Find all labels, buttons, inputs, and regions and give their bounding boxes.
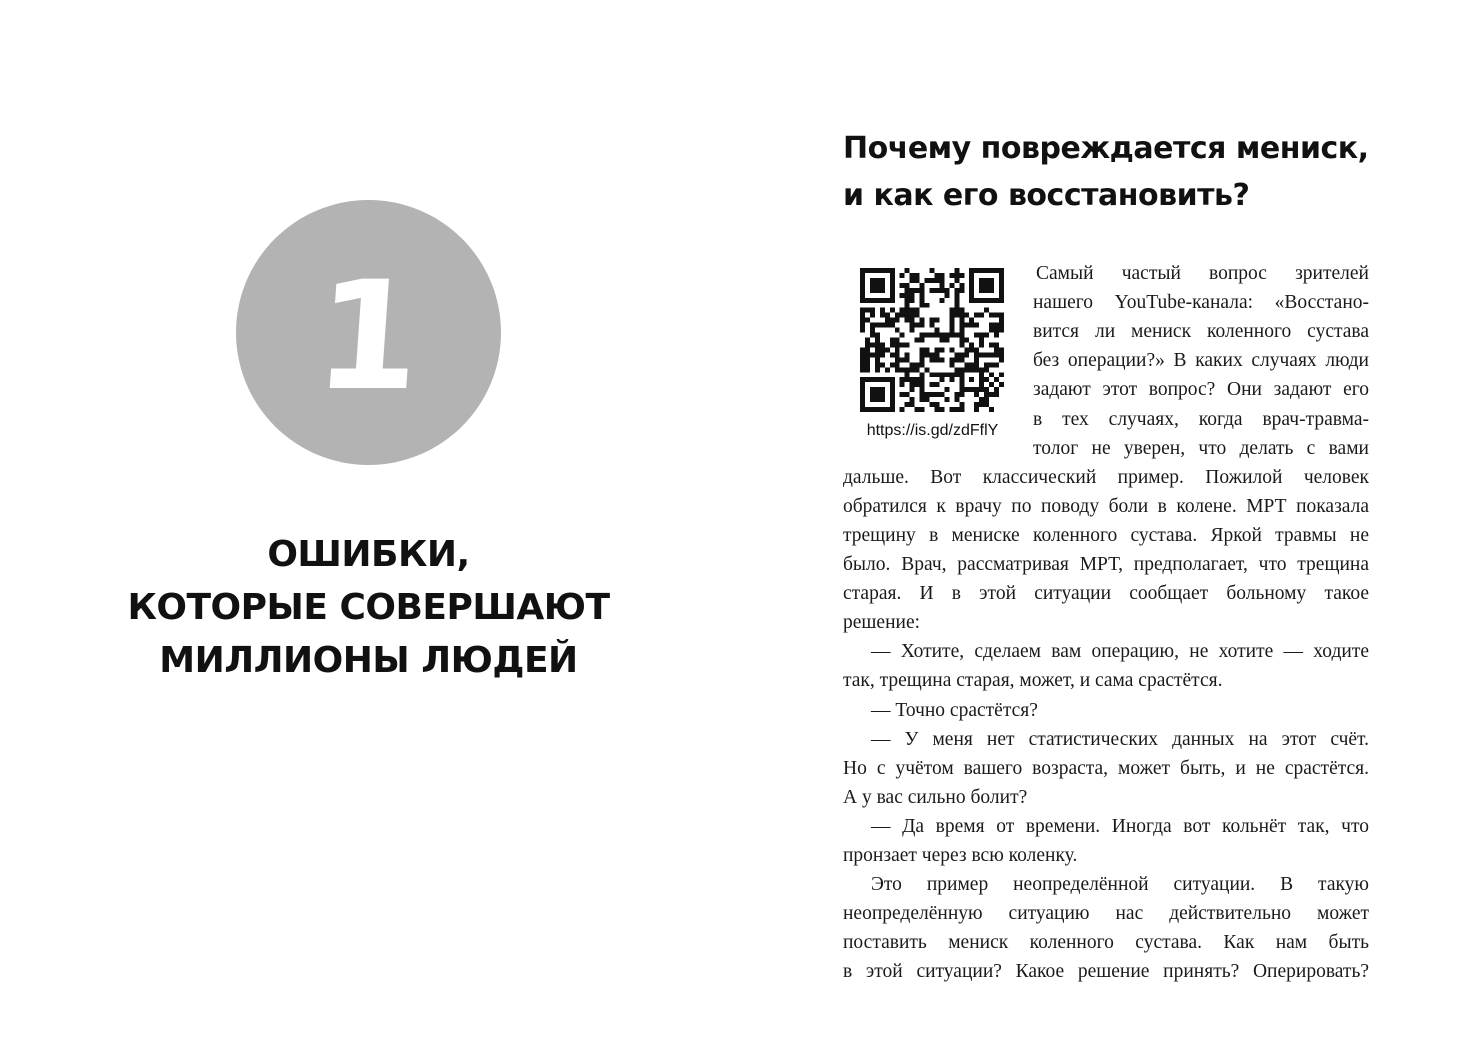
chapter-title-line: КОТОРЫЕ СОВЕРШАЮТ — [127, 587, 610, 628]
body-text-line: пронзает через всю коленку. — [843, 845, 1078, 866]
section-heading-line: и как его восстановить? — [843, 178, 1250, 213]
chapter-title-line: МИЛЛИОНЫ ЛЮДЕЙ — [159, 640, 578, 681]
body-text-line: Это пример неопределённой ситуации. В такую — [871, 874, 1369, 896]
body-text-line: задают этот вопрос? Они задают его — [1033, 379, 1369, 401]
body-text-line: — Точно срастётся? — [871, 699, 1038, 721]
left-page — [0, 0, 737, 1045]
body-text-line: трещину в мениске коленного сустава. Яркой травмы не — [843, 524, 1369, 546]
qr-code-icon[interactable] — [860, 268, 1004, 412]
qr-link[interactable]: https://is.gd/zdFflY — [866, 422, 999, 439]
body-text-line: так, трещина старая, может, и сама срастётся. — [843, 670, 1223, 692]
body-text-line: — Да время от времени. Иногда вот кольнёт так, что — [871, 815, 1369, 837]
body-text-line: А у вас сильно болит? — [843, 786, 1028, 808]
body-text-line: нашего YouTube-канала: «Восстано- — [1033, 292, 1369, 314]
body-text-line: поставить мениск коленного сустава. Как нам быть — [843, 932, 1369, 954]
body-text-line: обратился к врачу по поводу боли в колене. МРТ показала — [843, 495, 1369, 517]
body-text-line: без операции?» В каких случаях люди — [1033, 350, 1369, 372]
body-text-line: в тех случаях, когда врач-травма- — [1033, 408, 1369, 430]
section-heading-line: Почему повреждается мениск, — [843, 131, 1369, 166]
body-text-line: Самый частый вопрос зрителей — [1036, 263, 1369, 284]
body-text-line: решение: — [843, 612, 921, 634]
body-text-line: вится ли мениск коленного сустава — [1033, 321, 1369, 343]
body-text-line: было. Врач, рассматривая МРТ, предполагает, что трещина — [843, 554, 1369, 575]
body-text-line: Но с учётом вашего возраста, может быть, и не срастётся. — [843, 757, 1369, 779]
qr-block — [855, 268, 1010, 440]
chapter-title-line: ОШИБКИ, — [267, 534, 470, 575]
body-text-line: в этой ситуации? Какое решение принять? Оперировать? — [843, 961, 1369, 983]
section-heading — [843, 125, 1443, 219]
body-text-line: старая. И в этой ситуации сообщает больному такое — [843, 583, 1369, 605]
body-text-line: неопределённую ситуацию нас действительно может — [843, 903, 1369, 925]
body-text-line: — Хотите, сделаем вам операцию, не хотите — ходите — [871, 641, 1369, 663]
body-text-line: дальше. Вот классический пример. Пожилой человек — [843, 466, 1369, 488]
chapter-title — [100, 528, 637, 687]
chapter-number: 1 — [309, 249, 427, 424]
chapter-number-circle — [236, 200, 501, 465]
right-page — [737, 0, 1475, 1045]
body-text-line: — У меня нет статистических данных на этот счёт. — [871, 728, 1369, 750]
body-text-line: толог не уверен, что делать с вами — [1033, 437, 1369, 459]
